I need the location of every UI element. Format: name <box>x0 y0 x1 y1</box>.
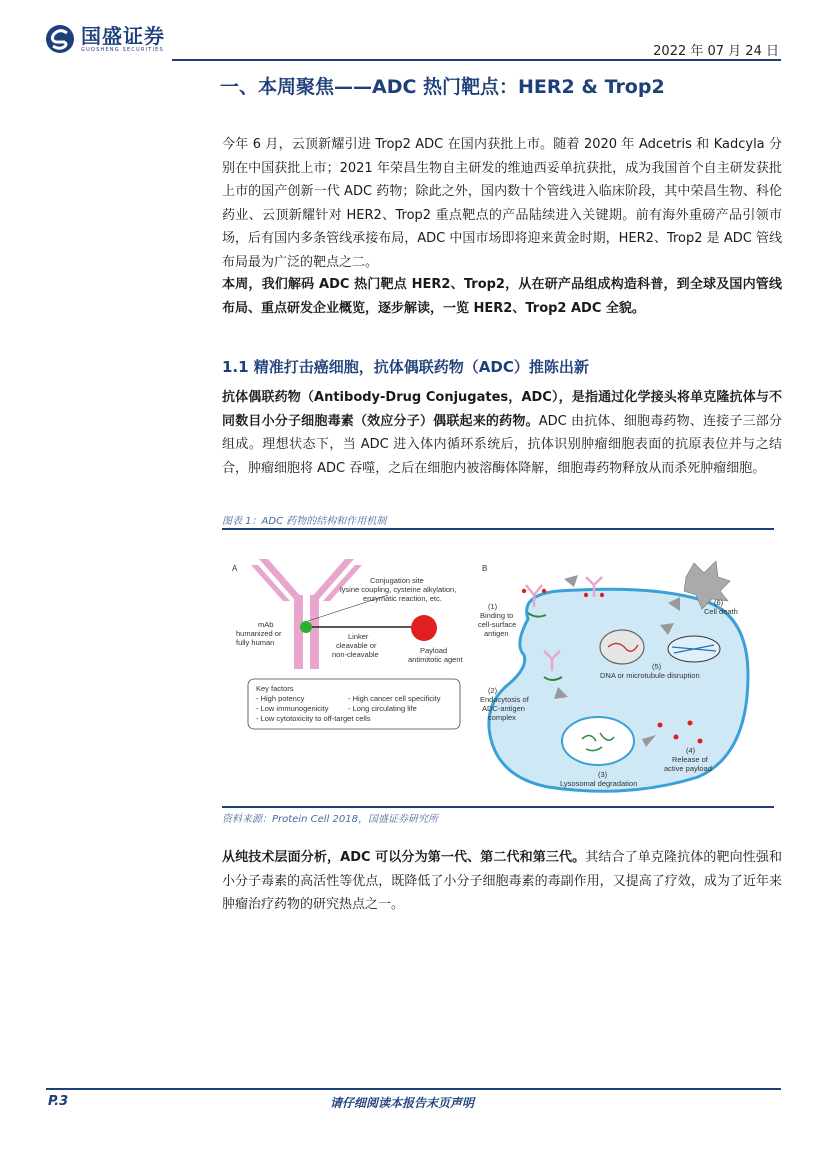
footer-divider <box>46 1088 781 1090</box>
step1-label-1: (1) <box>488 602 498 611</box>
mab-label-3: fully human <box>236 638 275 647</box>
released-payload-dot <box>674 735 679 740</box>
report-date: 2022 年 07 月 24 日 <box>653 44 779 59</box>
key-factor-1: - High potency <box>256 694 305 703</box>
intro-paragraph: 今年 6 月，云顶新耀引进 Trop2 ADC 在国内获批上市。随着 2020 年 Adcetris 和 Kadcyla 分别在中国获批上市；2021 年荣昌生物自主研发的维迪西妥单抗获批，成为我国首个自主研发获批上市的国产创新一代 ADC 药物；除此之外，国内数十个管线进入临床阶段，其中荣昌生物、科伦药业、云顶新耀针对 HER2、Trop2 重点靶点的产品陆续进入关键期。前有海外重磅产品引领市场，后有国内多条管线承接布局，ADC 中国市场即将迎来黄金时期，HER2、Trop2 是 ADC 管线布局最为广泛的靶点之二。 <box>222 137 782 270</box>
linker-label-1: Linker <box>348 632 369 641</box>
step5-label-1: (5) <box>652 662 662 671</box>
adc-generations-rest: 其结合了单克隆抗体的靶向性强和小分子毒素的高活性等优点，既降低了小分子细胞毒素的毒副作用，又提高了疗效，成为了近年来肿瘤治疗药物的研究热点之一。 <box>222 850 782 912</box>
lysosome-icon <box>562 717 634 765</box>
key-factor-4: - Long circulating life <box>348 704 417 713</box>
figure-caption: 图表 1：ADC 药物的结构和作用机制 <box>222 516 387 527</box>
step6-label-2: Cell death <box>704 607 738 616</box>
logo-subtext: GUOSHENG SECURITIES <box>81 47 164 53</box>
conjugation-label-1: Conjugation site <box>370 576 424 585</box>
mab-label-1: mAb <box>258 620 274 629</box>
key-factor-5: - Low cytotoxicity to off-target cells <box>256 714 371 723</box>
released-payload-dot <box>658 723 663 728</box>
adc-definition-rest: ADC 由抗体、细胞毒药物、连接子三部分组成。理想状态下，当 ADC 进入体内循环系统后，抗体识别肿瘤细胞表面的抗原表位并与之结合，肿瘤细胞将 ADC 吞噬，之后在细胞内被溶酶体降解，细胞毒药物释放从而杀死肿瘤细胞。 <box>222 413 782 476</box>
logo-mark-icon <box>45 24 75 54</box>
step2-label-1: (2) <box>488 686 498 695</box>
payload-label-1: Payload <box>420 646 448 655</box>
adc-definition-paragraph <box>222 386 782 480</box>
header-divider <box>172 59 781 61</box>
key-factor-2: - High cancer cell specificity <box>348 694 441 703</box>
step5-label-2: DNA or microtubule disruption <box>600 671 700 680</box>
adc-generations-bold: 从纯技术层面分析，ADC 可以分为第一代、第二代和第三代。 <box>222 850 586 865</box>
step1-label-3: cell-surface <box>478 620 517 629</box>
key-factors-title: Key factors <box>256 684 294 693</box>
linker-label-2: cleavable or <box>336 641 377 650</box>
linker-label-3: non-cleavable <box>332 650 379 659</box>
step2-label-3: ADC-antigen <box>482 704 525 713</box>
linker-node-icon <box>300 621 312 633</box>
logo-text: 国盛证券 <box>81 24 165 48</box>
section-title: 一、本周聚焦——ADC 热门靶点：HER2 & Trop2 <box>220 76 665 98</box>
payload-label-2: antimitotic agent <box>408 655 463 664</box>
step6-label-1: (6) <box>714 598 724 607</box>
payload-dot <box>600 593 604 597</box>
step4-label-1: (4) <box>686 746 696 755</box>
payload-dot <box>542 589 546 593</box>
step4-label-2: Release of <box>672 755 708 764</box>
footer-disclaimer: 请仔细阅读本报告末页声明 <box>330 1096 475 1110</box>
page-number: P.3 <box>48 1094 69 1109</box>
step4-label-3: active payload <box>664 764 712 773</box>
step2-label-2: Endocytosis of <box>480 695 529 704</box>
step1-label-4: antigen <box>484 629 509 638</box>
released-payload-dot <box>688 721 693 726</box>
payload-icon <box>411 615 437 641</box>
conjugation-label-2: lysine coupling, cysteine alkylation, <box>340 585 457 594</box>
released-payload-dot <box>698 739 703 744</box>
adc-definition-bold: 抗体偶联药物（Antibody-Drug Conjugates，ADC），是指通过化学接头将单克隆抗体与不同数目小分子细胞毒素（效应分子）偶联起来的药物。 <box>222 390 782 429</box>
step2-label-4: complex <box>488 713 516 722</box>
step3-label-2: Lysosomal degradation <box>560 779 638 788</box>
figure-source: 资料来源：Protein Cell 2018，国盛证券研究所 <box>222 814 438 825</box>
adc-generations-paragraph <box>222 846 782 917</box>
payload-dot <box>522 589 526 593</box>
company-logo <box>45 24 165 54</box>
step3-label-1: (3) <box>598 770 608 779</box>
panel-b-label: B <box>482 564 488 573</box>
step1-label-2: Binding to <box>480 611 514 620</box>
figure-bottom-rule <box>222 806 774 808</box>
adc-mechanism-figure <box>228 555 774 803</box>
subsection-title: 1.1 精准打击癌细胞，抗体偶联药物（ADC）推陈出新 <box>222 358 589 376</box>
mab-label-2: humanized or <box>236 629 282 638</box>
conjugation-label-3: enzymatic reaction, etc. <box>363 594 442 603</box>
summary-paragraph: 本周，我们解码 ADC 热门靶点 HER2、Trop2，从在研产品组成构造科普，到全球及国内管线布局、重点研发企业概览，逐步解读，一览 HER2、Trop2 ADC 全貌。 <box>222 277 782 316</box>
figure-top-rule <box>222 528 774 530</box>
panel-a-label: A <box>232 564 238 573</box>
payload-dot <box>584 593 588 597</box>
key-factor-3: - Low immunogenicity <box>256 704 329 713</box>
